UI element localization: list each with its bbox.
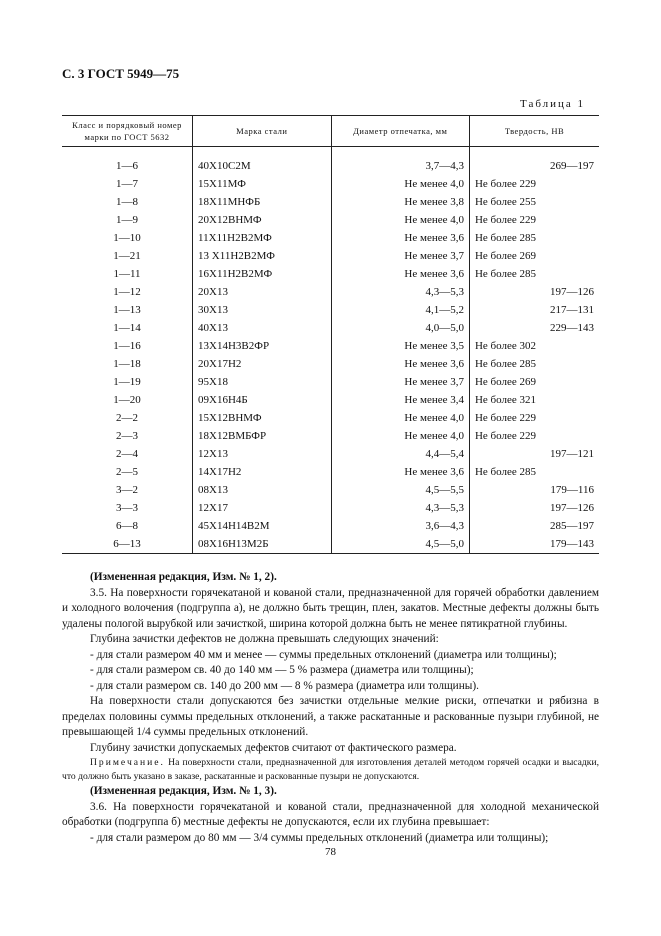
cell-hardness: Не более 269 bbox=[469, 373, 599, 391]
cell-class: 6—13 bbox=[62, 535, 193, 554]
cell-diameter: Не менее 4,0 bbox=[331, 409, 469, 427]
list-item: - для стали размером 40 мм и менее — суммы предельных отклонений (диаметра или толщины); bbox=[90, 648, 557, 661]
cell-class: 3—2 bbox=[116, 484, 139, 496]
cell-class: 2—2 bbox=[116, 412, 139, 424]
page-header: С. 3 ГОСТ 5949—75 bbox=[62, 66, 180, 81]
table-row bbox=[62, 463, 599, 481]
table-row bbox=[62, 211, 599, 229]
cell-diameter: Не менее 3,7 bbox=[331, 373, 469, 391]
cell-diameter: Не менее 3,4 bbox=[331, 391, 469, 409]
cell-diameter: Не менее 4,0 bbox=[331, 211, 469, 229]
table-row bbox=[62, 247, 599, 265]
cell-hardness: 197—121 bbox=[469, 445, 599, 463]
table-row bbox=[62, 427, 599, 445]
cell-grade: 20Х13 bbox=[193, 283, 331, 301]
cell-class: 6—8 bbox=[116, 520, 139, 532]
cell-diameter: 4,3—5,3 bbox=[331, 499, 469, 517]
cell-class: 1—7 bbox=[116, 178, 139, 190]
cell-diameter: Не менее 4,0 bbox=[331, 427, 469, 445]
cell-class: 1—18 bbox=[113, 358, 141, 370]
depth-reference: Глубину зачистки допускаемых дефектов считают от фактического размера. bbox=[90, 741, 457, 754]
cell-diameter: 4,0—5,0 bbox=[331, 319, 469, 337]
cell-class: 3—3 bbox=[116, 502, 139, 514]
cell-hardness: Не более 229 bbox=[469, 211, 599, 229]
cell-diameter: Не менее 3,6 bbox=[331, 229, 469, 247]
body-text bbox=[62, 570, 599, 846]
page-number: 78 bbox=[325, 846, 336, 858]
cell-hardness: Не более 285 bbox=[469, 229, 599, 247]
cell-hardness: Не более 285 bbox=[469, 355, 599, 373]
cell-grade: 12Х17 bbox=[193, 499, 331, 517]
cell-grade: 14Х17Н2 bbox=[193, 463, 331, 481]
cell-grade: 08Х13 bbox=[193, 481, 331, 499]
cell-grade: 18Х11МНФБ bbox=[193, 193, 331, 211]
table-row bbox=[62, 229, 599, 247]
cell-grade: 30Х13 bbox=[193, 301, 331, 319]
cell-diameter: 4,5—5,5 bbox=[331, 481, 469, 499]
cell-class: 1—13 bbox=[113, 304, 141, 316]
depth-intro: Глубина зачистки дефектов не должна превышать следующих значений: bbox=[90, 633, 439, 645]
amendment-note-2: (Измененная редакция, Изм. № 1, 3). bbox=[90, 785, 277, 797]
cell-class: 1—21 bbox=[113, 250, 141, 262]
table-row bbox=[62, 535, 599, 554]
table-row bbox=[62, 481, 599, 499]
cell-grade: 13Х14Н3В2ФР bbox=[193, 337, 331, 355]
cell-diameter: Не менее 3,6 bbox=[331, 463, 469, 481]
cell-hardness: Не более 269 bbox=[469, 247, 599, 265]
cell-class: 1—20 bbox=[113, 394, 141, 406]
cell-grade: 13 Х11Н2В2МФ bbox=[193, 247, 331, 265]
table-row bbox=[62, 337, 599, 355]
list-item: - для стали размером св. 40 до 140 мм — 5 % размера (диаметра или толщины); bbox=[90, 664, 474, 676]
clause-3-5: 3.5. На поверхности горячекатаной и кованой стали, предназначенной для горячей обработки давлением и холодного волочения (подгруппа а), не должно быть трещин, плен, закатов. Местные дефекты должны быть удалены пологой вырубкой или зачисткой, ширина которой должна быть не менее пятикратной глубины. bbox=[62, 586, 599, 630]
cell-class: 1—14 bbox=[113, 322, 141, 334]
note bbox=[62, 756, 599, 784]
cell-diameter: 3,7—4,3 bbox=[331, 147, 469, 176]
cell-grade: 20Х12ВНМФ bbox=[193, 211, 331, 229]
cell-class: 1—8 bbox=[116, 196, 139, 208]
cell-class: 2—3 bbox=[116, 430, 139, 442]
table-row bbox=[62, 499, 599, 517]
cell-hardness: 217—131 bbox=[469, 301, 599, 319]
cell-hardness: 197—126 bbox=[469, 499, 599, 517]
cell-grade: 15Х12ВНМФ bbox=[193, 409, 331, 427]
col-hardness: Твердость, НВ bbox=[469, 116, 599, 147]
cell-grade: 20Х17Н2 bbox=[193, 355, 331, 373]
hardness-table bbox=[62, 115, 599, 554]
cell-hardness: 179—143 bbox=[469, 535, 599, 554]
cell-grade: 15Х11МФ bbox=[193, 175, 331, 193]
cell-hardness: Не более 229 bbox=[469, 427, 599, 445]
table-header-row bbox=[62, 116, 599, 147]
col-grade: Марка стали bbox=[193, 116, 331, 147]
cell-grade: 45Х14Н14В2М bbox=[193, 517, 331, 535]
cell-grade: 18Х12ВМБФР bbox=[193, 427, 331, 445]
col-diameter: Диаметр отпечатка, мм bbox=[331, 116, 469, 147]
table-body bbox=[62, 147, 599, 554]
cell-class: 1—6 bbox=[116, 160, 139, 172]
table-row bbox=[62, 147, 599, 176]
cell-hardness: 285—197 bbox=[469, 517, 599, 535]
cell-grade: 40Х10С2М bbox=[193, 147, 331, 176]
cell-hardness: Не более 285 bbox=[469, 463, 599, 481]
cell-diameter: Не менее 3,6 bbox=[331, 265, 469, 283]
cell-grade: 40Х13 bbox=[193, 319, 331, 337]
cell-hardness: 269—197 bbox=[469, 147, 599, 176]
table-row bbox=[62, 265, 599, 283]
cell-diameter: Не менее 3,6 bbox=[331, 355, 469, 373]
allowed-defects: На поверхности стали допускаются без зачистки отдельные мелкие риски, отпечатки и рябизна в пределах половины суммы предельных отклонений, а также раскатанные и раскованные пузыри глубиной, не превышающей 1/4 суммы предельных отклонений. bbox=[62, 695, 599, 738]
list-item: - для стали размером до 80 мм — 3/4 суммы предельных отклонений (диаметра или толщины); bbox=[90, 831, 549, 844]
cell-hardness: 179—116 bbox=[469, 481, 599, 499]
note-label: Примечание. bbox=[90, 757, 165, 768]
table-row bbox=[62, 175, 599, 193]
note-text: На поверхности стали, предназначенной для изготовления деталей методом горячей осадки и высадки, что должно быть указано в заказе, раскатанные и раскованные пузыри не допускаются. bbox=[62, 757, 599, 782]
cell-hardness: Не более 255 bbox=[469, 193, 599, 211]
cell-diameter: Не менее 4,0 bbox=[331, 175, 469, 193]
cell-hardness: Не более 229 bbox=[469, 175, 599, 193]
table-row bbox=[62, 373, 599, 391]
cell-grade: 95Х18 bbox=[193, 373, 331, 391]
col-class: Класс и порядковый номер марки по ГОСТ 5632 bbox=[62, 116, 193, 147]
cell-diameter: Не менее 3,5 bbox=[331, 337, 469, 355]
table-row bbox=[62, 355, 599, 373]
cell-class: 1—10 bbox=[113, 232, 141, 244]
cell-hardness: 229—143 bbox=[469, 319, 599, 337]
cell-class: 2—4 bbox=[116, 448, 139, 460]
table-row bbox=[62, 409, 599, 427]
cell-diameter: 4,3—5,3 bbox=[331, 283, 469, 301]
cell-hardness: 197—126 bbox=[469, 283, 599, 301]
cell-hardness: Не более 229 bbox=[469, 409, 599, 427]
cell-class: 1—9 bbox=[116, 214, 139, 226]
cell-diameter: Не менее 3,7 bbox=[331, 247, 469, 265]
clause-3-6: 3.6. На поверхности горячекатаной и кованой стали, предназначенной для холодной механической обработки (подгруппа б) местные дефекты не допускаются, если их глубина превышает: bbox=[62, 800, 599, 828]
cell-hardness: Не более 321 bbox=[469, 391, 599, 409]
cell-grade: 12Х13 bbox=[193, 445, 331, 463]
amendment-note-1: (Измененная редакция, Изм. № 1, 2). bbox=[90, 571, 277, 583]
table-row bbox=[62, 391, 599, 409]
list-item: - для стали размером св. 140 до 200 мм — 8 % размера (диаметра или толщины). bbox=[90, 679, 479, 692]
cell-hardness: Не более 285 bbox=[469, 265, 599, 283]
cell-hardness: Не более 302 bbox=[469, 337, 599, 355]
cell-diameter: 4,5—5,0 bbox=[331, 535, 469, 554]
cell-diameter: 3,6—4,3 bbox=[331, 517, 469, 535]
table-row bbox=[62, 301, 599, 319]
table-caption: Таблица 1 bbox=[520, 98, 586, 110]
table-row bbox=[62, 445, 599, 463]
cell-diameter: Не менее 3,8 bbox=[331, 193, 469, 211]
cell-grade: 11Х11Н2В2МФ bbox=[193, 229, 331, 247]
cell-class: 1—12 bbox=[113, 286, 141, 298]
table-row bbox=[62, 193, 599, 211]
table-row bbox=[62, 517, 599, 535]
cell-class: 2—5 bbox=[116, 466, 139, 478]
cell-diameter: 4,4—5,4 bbox=[331, 445, 469, 463]
cell-class: 1—16 bbox=[113, 340, 141, 352]
cell-grade: 09Х16Н4Б bbox=[193, 391, 331, 409]
cell-class: 1—19 bbox=[113, 376, 141, 388]
table-row bbox=[62, 283, 599, 301]
cell-grade: 08Х16Н13М2Б bbox=[193, 535, 331, 554]
table-row bbox=[62, 319, 599, 337]
cell-grade: 16Х11Н2В2МФ bbox=[193, 265, 331, 283]
cell-diameter: 4,1—5,2 bbox=[331, 301, 469, 319]
cell-class: 1—11 bbox=[113, 268, 141, 280]
